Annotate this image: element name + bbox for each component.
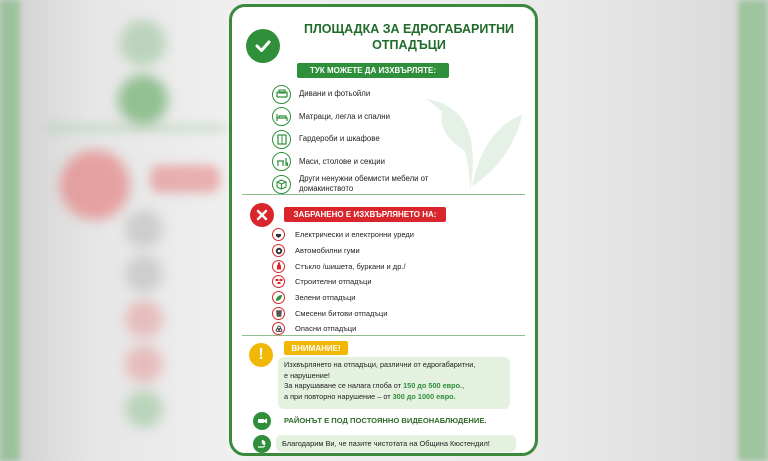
blurred-icon <box>125 345 163 383</box>
leaves-watermark-icon <box>415 77 525 197</box>
allowed-item-label: Маси, столове и секции <box>299 156 385 166</box>
poster-title-line1: ПЛОЩАДКА ЗА ЕДРОГАБАРИТНИ <box>303 22 515 36</box>
bricks-icon <box>272 275 285 288</box>
allowed-item-label-line1: Други ненужни обемисти мебели от <box>299 174 429 184</box>
poster-title <box>294 21 524 53</box>
blurred-background-edge-left <box>0 0 20 461</box>
camera-icon <box>253 412 271 430</box>
list-item <box>272 106 428 129</box>
poster-title-line2: ОТПАДЪЦИ <box>372 38 446 52</box>
warning-box <box>278 357 510 409</box>
allowed-item-label <box>299 174 428 194</box>
bed-icon <box>272 107 291 126</box>
warning-fine-text: , <box>462 381 465 390</box>
allowed-item-label-line2: домакинството <box>299 184 354 194</box>
exclamation-icon: ! <box>249 343 273 367</box>
warning-fine-line <box>284 381 504 392</box>
list-item <box>272 128 428 151</box>
list-item <box>272 274 414 290</box>
thanks-box: Благодарим Ви, че пазите чистотата на Община Кюстендил! <box>276 435 516 452</box>
warning-fine-text: За нарушаване се налага глоба от <box>284 381 404 390</box>
blurred-icon <box>60 150 130 220</box>
box-icon <box>272 175 291 194</box>
section-divider <box>242 194 525 195</box>
blurred-icon <box>125 300 163 338</box>
blurred-divider <box>45 125 225 131</box>
list-item <box>272 305 414 321</box>
fine-amount: 150 до 500 евро. <box>403 381 463 390</box>
list-item <box>272 290 414 306</box>
warning-repeat-text: а при повторно нарушение – от <box>284 391 393 401</box>
plug-icon <box>272 228 285 241</box>
forbidden-list <box>272 227 414 337</box>
list-item <box>272 83 428 106</box>
video-surveillance-text: РАЙОНЪТ Е ПОД ПОСТОЯННО ВИДЕОНАБЛЮДЕНИЕ. <box>284 416 487 425</box>
forbidden-item-label: Смесени битови отпадъци <box>295 308 388 318</box>
tire-icon <box>272 244 285 257</box>
blurred-icon <box>125 390 163 428</box>
warning-banner: ВНИМАНИЕ! <box>284 341 348 355</box>
bottle-icon <box>272 260 285 273</box>
forbidden-item-label: Електрически и електронни уреди <box>295 230 414 240</box>
list-item <box>272 173 428 196</box>
list-item <box>272 258 414 274</box>
blurred-icon <box>125 255 163 293</box>
repeat-fine-amount: 300 до 1000 евро. <box>392 391 456 401</box>
leaf-icon <box>272 291 285 304</box>
prohibited-x-icon <box>250 203 274 227</box>
section-divider <box>242 335 525 336</box>
blurred-icon <box>125 210 163 248</box>
warning-line: е нарушение! <box>284 370 330 380</box>
blurred-banner <box>150 165 220 193</box>
blurred-icon <box>118 75 168 125</box>
allowed-list <box>272 83 428 196</box>
forbidden-item-label: Строителни отпадъци <box>295 277 372 287</box>
allowed-banner: ТУК МОЖЕТЕ ДА ИЗХВЪРЛЯТЕ: <box>297 63 449 78</box>
biohazard-icon <box>272 322 285 335</box>
forbidden-banner: ЗАБРАНЕНО Е ИЗХВЪРЛЯНЕТО НА: <box>284 207 446 222</box>
hand-leaf-icon <box>253 435 271 453</box>
forbidden-item-label: Опасни отпадъци <box>295 324 357 334</box>
list-item <box>272 243 414 259</box>
table-chair-icon <box>272 152 291 171</box>
poster <box>229 4 538 456</box>
forbidden-item-label: Зелени отпадъци <box>295 293 356 303</box>
list-item <box>272 151 428 174</box>
blurred-icon <box>120 20 166 66</box>
warning-line: Изхвърлянето на отпадъци, различни от едрогабаритни, <box>284 360 476 369</box>
allowed-item-label: Гардероби и шкафове <box>299 134 380 144</box>
forbidden-item-label: Стъкло /шишета, буркани и др./ <box>295 261 406 271</box>
blurred-background-edge-right <box>738 0 768 461</box>
allowed-item-label: Матраци, легла и спални <box>299 111 390 121</box>
warning-repeat-line <box>284 392 504 403</box>
forbidden-item-label: Автомобилни гуми <box>295 246 360 256</box>
trash-bin-icon <box>272 307 285 320</box>
list-item <box>272 227 414 243</box>
allowed-item-label: Дивани и фотьойли <box>299 89 371 99</box>
sofa-icon <box>272 85 291 104</box>
check-icon <box>246 29 280 63</box>
wardrobe-icon <box>272 130 291 149</box>
